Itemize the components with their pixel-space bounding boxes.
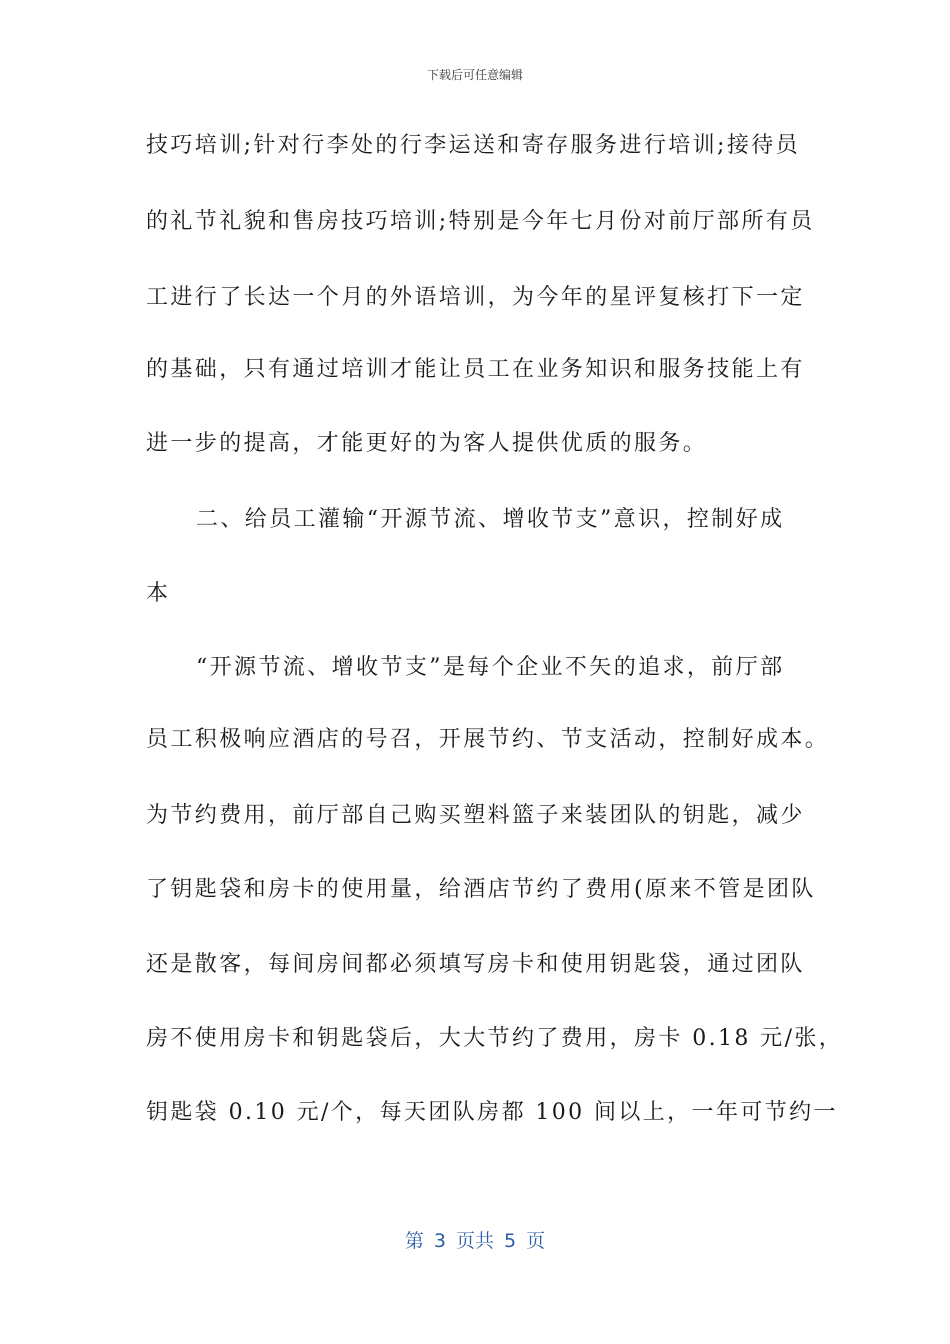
section-heading-line: 本 <box>146 581 171 606</box>
text-line: 钥匙袋 0.10 元/个，每天团队房都 100 间以上，一年可节约一 <box>146 1100 838 1125</box>
text-line: 员工积极响应酒店的号召，开展节约、节支活动，控制好成本。 <box>146 727 830 752</box>
text-line: “开源节流、增收节支”是每个企业不矢的追求，前厅部 <box>196 655 785 680</box>
page-header-note: 下载后可任意编辑 <box>426 68 523 82</box>
text-line: 的基础，只有通过培训才能让员工在业务知识和服务技能上有 <box>146 357 805 382</box>
text-line: 技巧培训;针对行李处的行李运送和寄存服务进行培训;接待员 <box>146 133 801 158</box>
text-line: 房不使用房卡和钥匙袋后，大大节约了费用，房卡 0.18 元/张， <box>146 1026 844 1051</box>
section-heading-line: 二、给员工灌输“开源节流、增收节支”意识，控制好成 <box>196 507 785 532</box>
page-number-footer: 第 3 页共 5 页 <box>404 1230 546 1252</box>
text-line: 为节约费用，前厅部自己购买塑料篮子来装团队的钥匙，减少 <box>146 803 805 828</box>
text-line: 进一步的提高，才能更好的为客人提供优质的服务。 <box>146 431 708 456</box>
text-line: 工进行了长达一个月的外语培训，为今年的星评复核打下一定 <box>146 285 805 310</box>
text-line: 了钥匙袋和房卡的使用量，给酒店节约了费用(原来不管是团队 <box>146 877 816 902</box>
text-line: 还是散客，每间房间都必须填写房卡和使用钥匙袋，通过团队 <box>146 952 805 977</box>
text-line: 的礼节礼貌和售房技巧培训;特别是今年七月份对前厅部所有员 <box>146 209 815 234</box>
